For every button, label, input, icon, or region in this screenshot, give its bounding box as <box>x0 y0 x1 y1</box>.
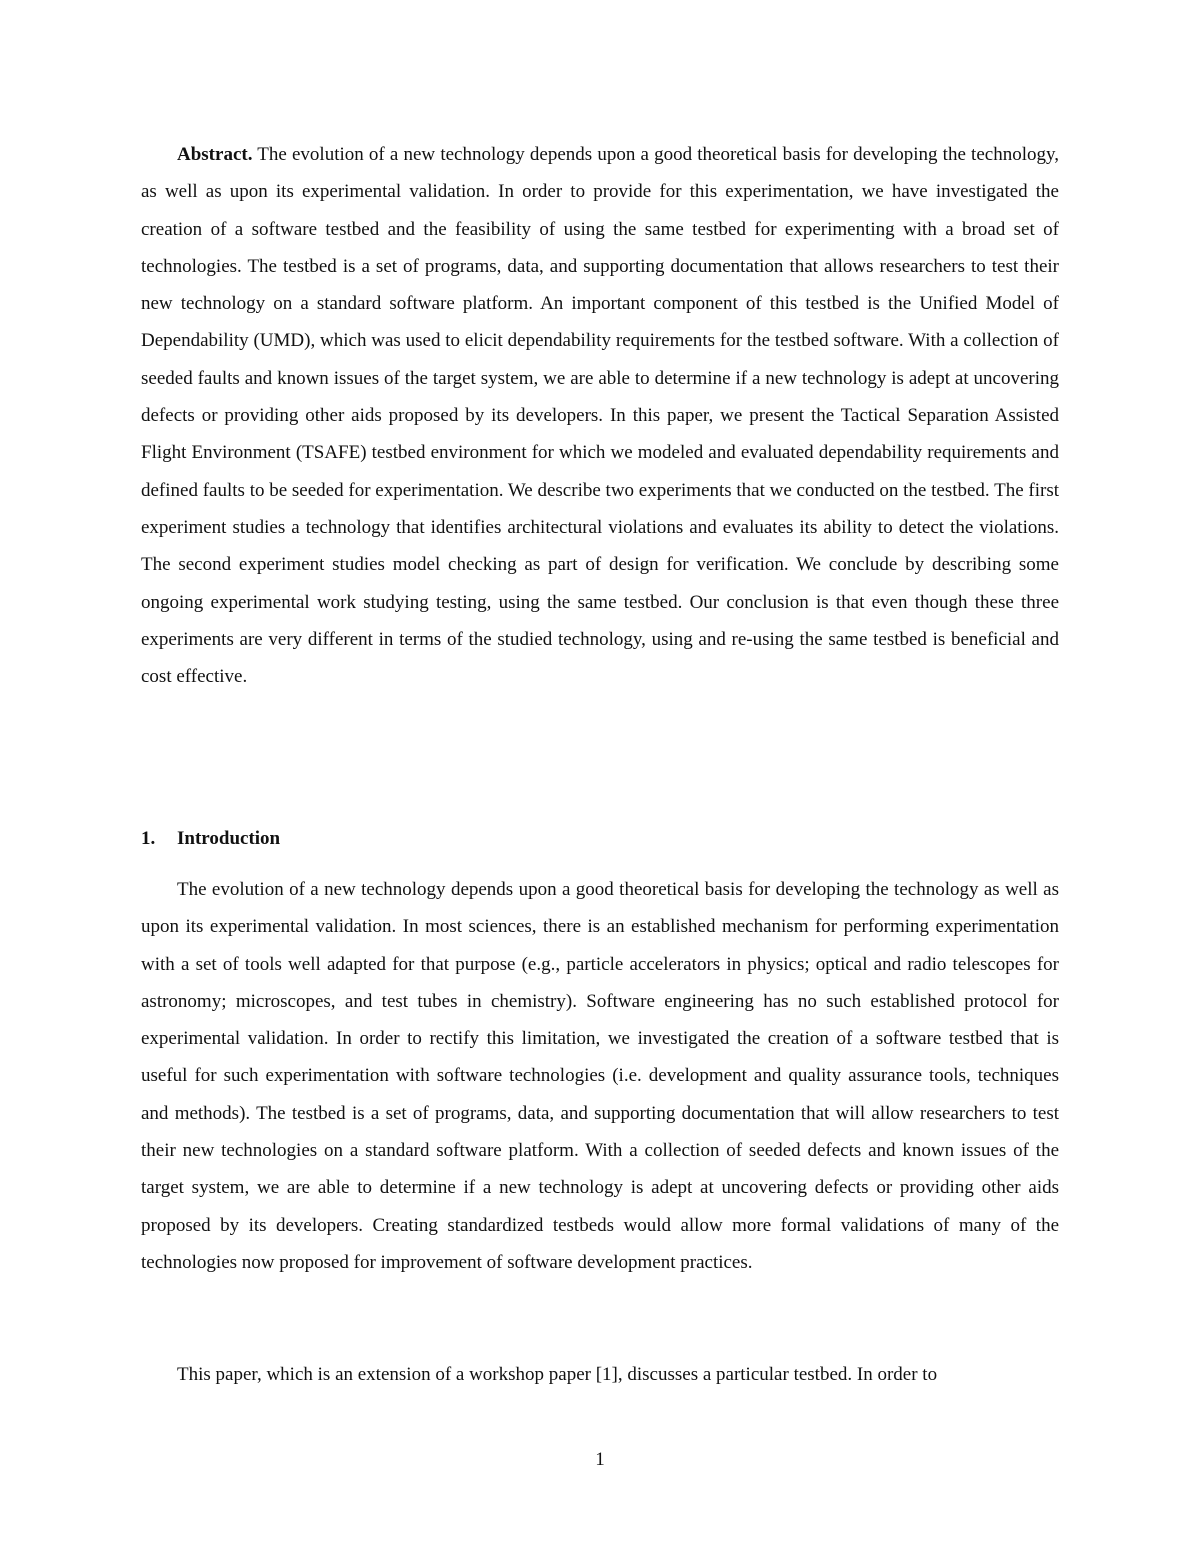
abstract-label: Abstract. <box>177 144 253 165</box>
abstract-paragraph <box>141 136 1059 695</box>
introduction-paragraph-2: This paper, which is an extension of a workshop paper [1], discusses a particular testbed. In order to <box>177 1364 938 1385</box>
introduction-paragraph-1: The evolution of a new technology depends upon a good theoretical basis for developing the technology as well as upon its experimental validation. In most sciences, there is an established mechanism for performing experimentation with a set of tools well adapted for that purpose (e.g., particle accelerators in physics; optical and radio telescopes for astronomy; microscopes, and test tubes in chemistry). Software engineering has no such established protocol for experimental validation. In order to rectify this limitation, we investigated the creation of a software testbed that is useful for such experimentation with software technologies (i.e. development and quality assurance tools, techniques and methods). The testbed is a set of programs, data, and supporting documentation that will allow researchers to test their new technologies on a standard software platform. With a collection of seeded defects and known issues of the target system, we are able to determine if a new technology is adept at uncovering defects or providing other aids proposed by its developers. Creating standardized testbeds would allow more formal validations of many of the technologies now proposed for improvement of software development practices. <box>141 879 1059 1273</box>
section-heading-introduction <box>141 820 280 857</box>
section-number: 1. <box>141 828 156 849</box>
page-number: 1 <box>595 1449 605 1470</box>
section-title: Introduction <box>177 828 281 849</box>
abstract-text: The evolution of a new technology depends upon a good theoretical basis for developing the technology, as well as upon its experimental validation. In order to provide for this experimentation, we have investigated the creation of a software testbed and the feasibility of using the same testbed for experimenting with a broad set of technologies. The testbed is a set of programs, data, and supporting documentation that allows researchers to test their new technology on a standard software platform. An important component of this testbed is the Unified Model of Dependability (UMD), which was used to elicit dependability requirements for the testbed software. With a collection of seeded faults and known issues of the target system, we are able to determine if a new technology is adept at uncovering defects or providing other aids proposed by its developers. In this paper, we present the Tactical Separation Assisted Flight Environment (TSAFE) testbed environment for which we modeled and evaluated dependability requirements and defined faults to be seeded for experimentation. We describe two experiments that we conducted on the testbed. The first experiment studies a technology that identifies architectural violations and evaluates its ability to detect the violations. The second experiment studies model checking as part of design for verification. We conclude by describing some ongoing experimental work studying testing, using the same testbed. Our conclusion is that even though these three experiments are very different in terms of the studied technology, using and re-using the same testbed is beneficial and cost effective. <box>141 144 1059 688</box>
